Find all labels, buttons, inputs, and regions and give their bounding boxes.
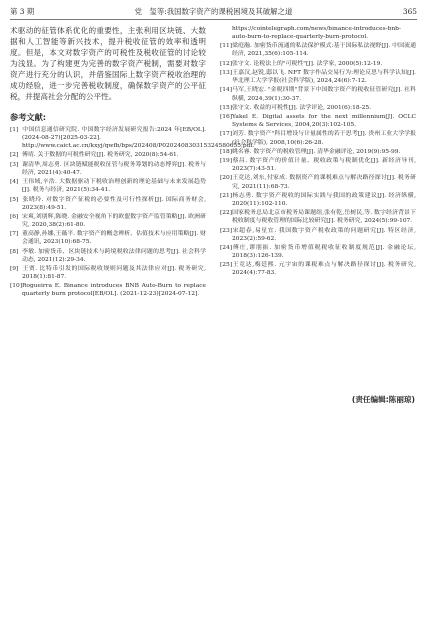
running-header	[10, 6, 417, 18]
reference-number: [1]	[10, 127, 19, 133]
reference-text: 国家税务总局北京市税务局课题组,张有乾,岳树民,等. 数字经济背景下税收制度与税收管理的国际比较研究[J]. 税务研究, 2024(5):99-107.	[232, 210, 416, 225]
reference-number: [15]	[220, 104, 233, 111]
reference-item	[10, 161, 206, 177]
reference-item	[10, 230, 206, 246]
reference-item	[10, 248, 206, 264]
reference-text: 傅靖. 关于数据的可税性研究[J]. 税务研究, 2020(8):54-61.	[22, 152, 179, 159]
reference-item	[220, 113, 416, 129]
reference-number: [2]	[10, 152, 19, 159]
reference-number: [8]	[10, 248, 19, 255]
page-number: 365	[402, 7, 417, 16]
reference-text: 王竞达,刘东,付家成. 数据资产的课税难点与解决路径探讨[J]. 税务研究, 2021(11):68-73.	[232, 175, 416, 190]
reference-item	[220, 60, 416, 68]
reference-text: 王贾. 比特币引发的国际税收规则问题及其法律应对[J]. 税务研究, 2018(1):81-87.	[22, 266, 206, 281]
reference-text: 宋爽,刘朋辉,陈晓. 金融安全视角下的欧盟数字资产监管策略[J]. 欧洲研究, 2020,38(2):61-80.	[22, 213, 206, 228]
reference-continuation: https://cointelegraph.com/news/binance-introduces-bnb-auto-burn-to-replace-quarterly-burn-protocol.	[232, 26, 401, 41]
reference-item	[10, 213, 206, 229]
reference-item	[220, 227, 416, 243]
reference-text: 刘芳. 数字资产"科目增设与计量属性的若干思考[J]. 贵州工业大学学报(社会科学版), 2008,10(6):26-28.	[232, 131, 416, 146]
reference-item	[220, 209, 416, 225]
reference-text: 梁庭瀚. 加密货币流通的私法保护模式:基于国际私法视野[J]. 中国流通经济, 2021,35(6):105-114.	[232, 43, 416, 58]
reference-item	[10, 196, 206, 212]
reference-number: [4]	[10, 179, 19, 186]
reference-number: [9]	[10, 266, 19, 272]
reference-number: [22]	[220, 210, 233, 217]
reference-text: 张守文. 收益的可税性[J]. 法学评论, 2001(6):18-25.	[232, 104, 371, 111]
reference-item	[10, 151, 206, 159]
reference-item	[10, 282, 206, 298]
reference-item	[220, 42, 416, 58]
reference-text: 蔡昌. 数字资产的价值计量、税收政策与税制优化[J]. 新经济导刊, 2023(7):43-51.	[232, 158, 416, 173]
reference-item	[220, 192, 416, 208]
reference-item	[220, 157, 416, 173]
reference-text: 中国信息通信研究院. 中国数字经济发展研究报告:2024 年[EB/OL]. (2024-08-27)[2025-03-22]. http://www.caict.ac.cn/kxyj/qwfb/bps/202408/P020240830315324580655.pdf.	[22, 127, 255, 150]
responsible-editor: (责任编辑:陈丽琼)	[351, 395, 415, 404]
reference-number: [21]	[220, 192, 233, 199]
reference-item	[220, 244, 416, 260]
body-paragraph: 术驱动的征管体系优化的重要性，主张利用区块链、大数据和人工智能等新兴技术，提升税收征管的效率和透明度。但是，本文对数字资产的可税性及税收征管的讨论较为浅显。为了构建更为完善的数字资产税制，需要对数字资产进行充分的认识，并借鉴国际上数字资产税收治理的成功经验，进一步完善税收制度，确保数字资产的公平征税，并提高社会分配的公平性。	[10, 26, 206, 101]
reference-item	[220, 130, 416, 146]
running-title: 党 玺等:我国数字资产的课税困境及其破解之道	[134, 7, 293, 16]
reference-item	[220, 261, 416, 277]
reference-number: [5]	[10, 196, 19, 203]
reference-number: [25]	[220, 262, 233, 269]
references-heading: 参考文献:	[10, 112, 47, 122]
reference-item	[10, 178, 206, 194]
reference-text: Rogueirra E. Binance introduces BNB Auto-Burn to replace quarterly burn protocol[EB/OL]. (2021-12-23)[2024-07-12].	[22, 283, 206, 298]
reference-number: [12]	[220, 60, 233, 67]
reference-text: 王竞达,梅廷熙. 元宇宙的课税难点与解决路径探讨[J]. 税务研究, 2024(4):77-83.	[232, 262, 416, 277]
reference-number: [3]	[10, 161, 19, 168]
reference-text: 董高静,孙娜,王薇平. 数字资产的概念辨析、估值技术与应用策略[J]. 财会通讯, 2023(10):68-75.	[22, 231, 206, 246]
reference-number: [17]	[220, 131, 233, 138]
reference-text: 张守文. 论税法上的"可税性"[J]. 法学家, 2000(5):12-19.	[232, 60, 383, 67]
reference-text: 傅庄,谬朋振. 加密货币增值税税收征收制度规范[J]. 金融论坛, 2018(3):126-139.	[232, 244, 416, 260]
reference-text: 张晓玲. 对数字资产征税的必要性及可行性探析[J]. 国际商务财会, 2023(8):49-51.	[22, 196, 206, 211]
right-column	[220, 25, 416, 279]
reference-item	[220, 69, 416, 85]
reference-text: 谢清华,周志勇. 区块链赋能税收征管与税务筹划的动态博弈[J]. 税务与经济, 2021(4):40-47.	[22, 161, 206, 176]
reference-list-right	[220, 42, 416, 277]
reference-text: 杨志勇. 数字资产税收的国际实践与我国的政策建议[J]. 经济纵横, 2020(11):102-110.	[232, 192, 416, 207]
reference-number: [24]	[220, 244, 233, 251]
reference-number: [6]	[10, 213, 19, 220]
reference-text: 王嘉汉,赵锐,邸以飞. NFT 数字作品交易行为:理论反思与科学认知[J]. 华北理工大学学报(社会科学版), 2024,24(6):7-12.	[232, 70, 416, 85]
reference-item	[220, 86, 416, 102]
reference-number: [10]	[10, 283, 23, 290]
reference-text: 姚名睿. 数字资产的税收管理[J]. 清华金融评论, 2019(9):95-99.	[232, 148, 401, 155]
reference-number: [7]	[10, 231, 19, 238]
reference-text: Yakel E. Digital assets for the next millennium[J]. OCLC Systems & Services, 2004,20(3):102-105.	[232, 114, 416, 129]
reference-text: 马军,王晓宏. "金税四期"背景下中国数字资产的税收征管研究[J]. 社科纵横, 2024,39(1):30-37.	[232, 87, 416, 102]
reference-number: [16]	[220, 114, 233, 121]
issue-number: 第 3 期	[10, 7, 35, 16]
reference-number: [13]	[220, 70, 233, 77]
reference-text: 王伟域,辛浩. 大数据驱动下税收治理创新的理论基础与未来发展趋势[J]. 税务与经济, 2021(5):34-41.	[22, 179, 206, 194]
header-rule	[10, 19, 417, 20]
reference-number: [11]	[220, 43, 233, 50]
reference-item	[220, 174, 416, 190]
reference-item	[220, 148, 416, 156]
reference-text: 李敏. 加密货币、区块链技术与跨境税收法律问题的思考[J]. 社会科学动态, 2021(12):29-34.	[22, 248, 206, 263]
reference-text: 宋超春,易星宜. 我国数字资产税收政策的问题研究[J]. 特区经济, 2023(2):59-62.	[232, 227, 416, 242]
reference-number: [23]	[220, 227, 233, 234]
reference-item	[10, 265, 206, 281]
reference-number: [18]	[220, 148, 233, 155]
reference-number: [14]	[220, 87, 233, 94]
reference-number: [20]	[220, 175, 233, 182]
reference-item	[220, 104, 416, 112]
reference-number: [19]	[220, 158, 233, 165]
